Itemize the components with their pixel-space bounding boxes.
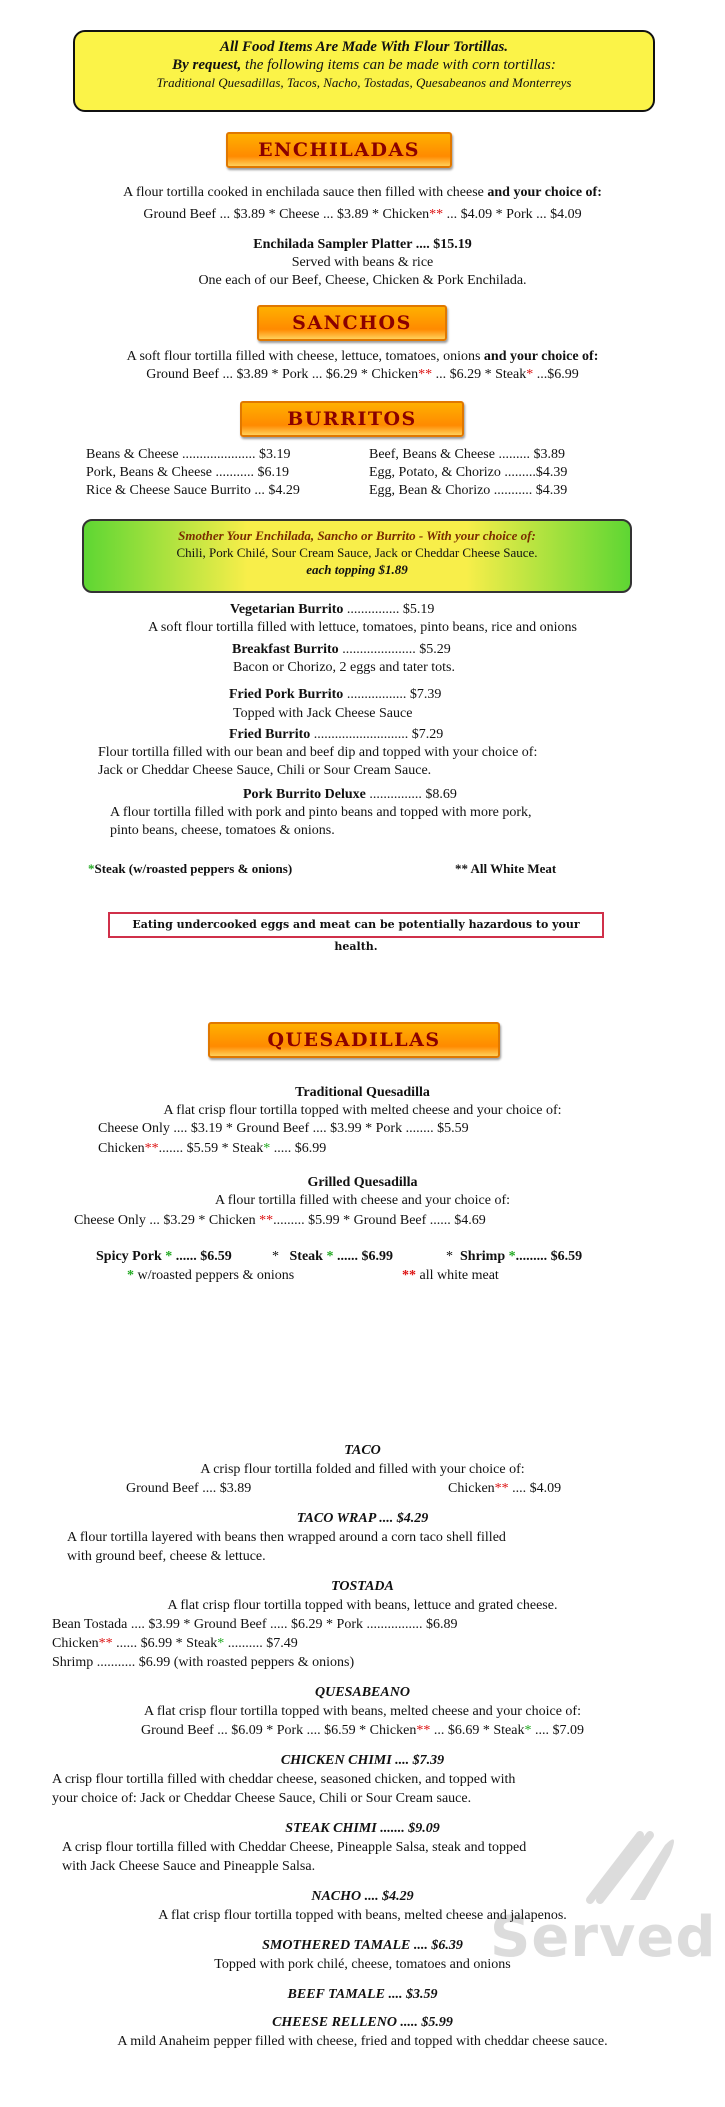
list-item: Beef, Beans & Cheese ......... $3.89 bbox=[369, 447, 565, 462]
nacho-desc: A flat crisp flour tortilla topped with beans, melted cheese and jalapenos. bbox=[158, 1908, 567, 1923]
smother-line-2: Chili, Pork Chilé, Sour Cream Sauce, Jack or Cheddar Cheese Sauce. bbox=[176, 545, 538, 560]
notice-line-1: All Food Items Are Made With Flour Tortillas. bbox=[219, 39, 509, 55]
taco-chicken: Chicken** .... $4.09 bbox=[448, 1481, 562, 1496]
burritos-right-list bbox=[369, 446, 567, 500]
spicy-pork-price: Spicy Pork * ...... $6.59 bbox=[96, 1249, 232, 1264]
sanchos-heading: SANCHOS bbox=[257, 305, 447, 341]
list-item: Pork, Beans & Cheese ........... $6.19 bbox=[86, 465, 289, 480]
steak-chimi-desc-2: with Jack Cheese Sauce and Pineapple Salsa. bbox=[62, 1859, 316, 1874]
deluxe-desc-2: pinto beans, cheese, tomatoes & onions. bbox=[110, 823, 335, 838]
quesabeano-desc: A flat crisp flour tortilla topped with beans, melted cheese and your choice of: bbox=[144, 1704, 581, 1719]
traditional-desc: A flat crisp flour tortilla topped with melted cheese and your choice of: bbox=[163, 1103, 562, 1118]
enchiladas-heading: ENCHILADAS bbox=[226, 132, 452, 168]
grilled-quesadilla: Grilled Quesadilla bbox=[307, 1175, 418, 1190]
notice-line-2: By request, the following items can be made with corn tortillas: bbox=[172, 57, 556, 73]
sanchos-prices: Ground Beef ... $3.89 * Pork ... $6.29 * Chicken** ... $6.29 * Steak* ...$6.99 bbox=[146, 367, 579, 382]
taco-wrap-desc-1: A flour tortilla layered with beans then wrapped around a corn taco shell filled bbox=[67, 1530, 506, 1545]
smother-line-3: each topping $1.89 bbox=[306, 562, 408, 577]
tostada-prices-3: Shrimp ........... $6.99 (with roasted peppers & onions) bbox=[52, 1655, 355, 1670]
steak-chimi-title: STEAK CHIMI ....... $9.09 bbox=[285, 1821, 440, 1836]
fried-burrito: Fried Burrito ........................... $7.29 bbox=[229, 727, 444, 742]
tostada-title: TOSTADA bbox=[331, 1579, 394, 1594]
chicken-chimi-desc-2: your choice of: Jack or Cheddar Cheese Sauce, Chili or Sour Cream sauce. bbox=[52, 1791, 472, 1806]
steak-chimi-desc-1: A crisp flour tortilla filled with Cheddar Cheese, Pineapple Salsa, steak and topped bbox=[62, 1840, 527, 1855]
vegetarian-desc: A soft flour tortilla filled with lettuce, tomatoes, pinto beans, rice and onions bbox=[148, 620, 577, 635]
watermark-text: Served bbox=[490, 1905, 717, 1970]
sampler-platter: Enchilada Sampler Platter .... $15.19 bbox=[253, 237, 472, 252]
taco-beef: Ground Beef .... $3.89 bbox=[126, 1481, 252, 1496]
steak-price: * Steak * ...... $6.99 bbox=[272, 1249, 393, 1264]
deluxe-desc-1: A flour tortilla filled with pork and pinto beans and topped with more pork, bbox=[110, 805, 532, 820]
traditional-quesadilla: Traditional Quesadilla bbox=[295, 1085, 430, 1100]
tostada-prices-1: Bean Tostada .... $3.99 * Ground Beef ..... $6.29 * Pork ................ $6.89 bbox=[52, 1617, 458, 1632]
quesabeano-prices: Ground Beef ... $6.09 * Pork .... $6.59 * Chicken** ... $6.69 * Steak* .... $7.09 bbox=[141, 1723, 584, 1738]
breakfast-desc: Bacon or Chorizo, 2 eggs and tater tots. bbox=[233, 660, 456, 675]
fork-knife-icon bbox=[570, 1825, 690, 1905]
vegetarian-burrito: Vegetarian Burrito ............... $5.19 bbox=[230, 602, 435, 617]
smothered-tamale-desc: Topped with pork chilé, cheese, tomatoes and onions bbox=[214, 1957, 511, 1972]
steak-note: *Steak (w/roasted peppers & onions) bbox=[88, 861, 293, 876]
list-item: Rice & Cheese Sauce Burrito ... $4.29 bbox=[86, 483, 300, 498]
cheese-relleno-desc: A mild Anaheim pepper filled with cheese, fried and topped with cheddar cheese sauce. bbox=[117, 2034, 608, 2049]
grilled-prices: Cheese Only ... $3.29 * Chicken **......... $5.99 * Ground Beef ...... $4.69 bbox=[74, 1213, 486, 1228]
burritos-heading: BURRITOS bbox=[240, 401, 464, 437]
taco-desc: A crisp flour tortilla folded and filled with your choice of: bbox=[200, 1462, 525, 1477]
chicken-chimi-desc-1: A crisp flour tortilla filled with cheddar cheese, seasoned chicken, and topped with bbox=[52, 1772, 516, 1787]
notice-line-3: Traditional Quesadillas, Tacos, Nacho, Tostadas, Quesabeanos and Monterreys bbox=[156, 75, 572, 90]
traditional-prices-1: Cheese Only .... $3.19 * Ground Beef .... $3.99 * Pork ........ $5.59 bbox=[98, 1121, 469, 1136]
enchiladas-prices: Ground Beef ... $3.89 * Cheese ... $3.89 * Chicken** ... $4.09 * Pork ... $4.09 bbox=[143, 207, 582, 222]
food-safety-warning: Eating undercooked eggs and meat can be potentially hazardous to your health. bbox=[108, 912, 604, 938]
sampler-line-1: Served with beans & rice bbox=[291, 255, 434, 270]
fried-pork-desc: Topped with Jack Cheese Sauce bbox=[233, 706, 413, 721]
enchiladas-desc: A flour tortilla cooked in enchilada sauce then filled with cheese and your choice of: bbox=[123, 185, 602, 200]
fried-desc-2: Jack or Cheddar Cheese Sauce, Chili or Sour Cream Sauce. bbox=[98, 763, 432, 778]
roasted-peppers-note: * w/roasted peppers & onions bbox=[127, 1268, 295, 1283]
cheese-relleno-title: CHEESE RELLENO ..... $5.99 bbox=[272, 2015, 453, 2030]
quesadillas-heading: QUESADILLAS bbox=[208, 1022, 500, 1058]
tortilla-notice bbox=[73, 30, 655, 112]
tostada-desc: A flat crisp flour tortilla topped with beans, lettuce and grated cheese. bbox=[167, 1598, 558, 1613]
fried-desc-1: Flour tortilla filled with our bean and beef dip and topped with your choice of: bbox=[98, 745, 538, 760]
taco-title: TACO bbox=[344, 1443, 381, 1458]
quesabeano-title: QUESABEANO bbox=[315, 1685, 410, 1700]
white-meat-note-2: ** all white meat bbox=[402, 1268, 499, 1283]
sanchos-desc: A soft flour tortilla filled with cheese, lettuce, tomatoes, onions and your choice of: bbox=[126, 349, 599, 364]
list-item: Beans & Cheese ..................... $3.19 bbox=[86, 447, 291, 462]
smother-line-1: Smother Your Enchilada, Sancho or Burrito - With your choice of: bbox=[178, 528, 536, 543]
fried-pork-burrito: Fried Pork Burrito ................. $7.39 bbox=[229, 687, 442, 702]
burritos-left-list bbox=[86, 446, 300, 500]
white-meat-note: ** All White Meat bbox=[455, 861, 557, 876]
taco-wrap-desc-2: with ground beef, cheese & lettuce. bbox=[67, 1549, 266, 1564]
served-watermark bbox=[470, 1825, 717, 1970]
shrimp-price: * Shrimp *......... $6.59 bbox=[446, 1249, 583, 1264]
grilled-desc: A flour tortilla filled with cheese and your choice of: bbox=[214, 1193, 511, 1208]
tostada-prices-2: Chicken** ...... $6.99 * Steak* .......... $7.49 bbox=[52, 1636, 298, 1651]
chicken-chimi-title: CHICKEN CHIMI .... $7.39 bbox=[280, 1753, 445, 1768]
smothered-tamale-title: SMOTHERED TAMALE .... $6.39 bbox=[262, 1938, 463, 1953]
nacho-title: NACHO .... $4.29 bbox=[311, 1889, 414, 1904]
breakfast-burrito: Breakfast Burrito ..................... $5.29 bbox=[232, 642, 451, 657]
beef-tamale: BEEF TAMALE .... $3.59 bbox=[287, 1987, 438, 2002]
taco-wrap-title: TACO WRAP .... $4.29 bbox=[296, 1511, 429, 1526]
list-item: Egg, Bean & Chorizo ........... $4.39 bbox=[369, 483, 568, 498]
list-item: Egg, Potato, & Chorizo .........$4.39 bbox=[369, 465, 568, 480]
pork-burrito-deluxe: Pork Burrito Deluxe ............... $8.69 bbox=[243, 787, 457, 802]
traditional-prices-2: Chicken**....... $5.59 * Steak* ..... $6.99 bbox=[98, 1141, 327, 1156]
smother-box bbox=[82, 519, 632, 593]
sampler-line-2: One each of our Beef, Cheese, Chicken & Pork Enchilada. bbox=[198, 273, 527, 288]
